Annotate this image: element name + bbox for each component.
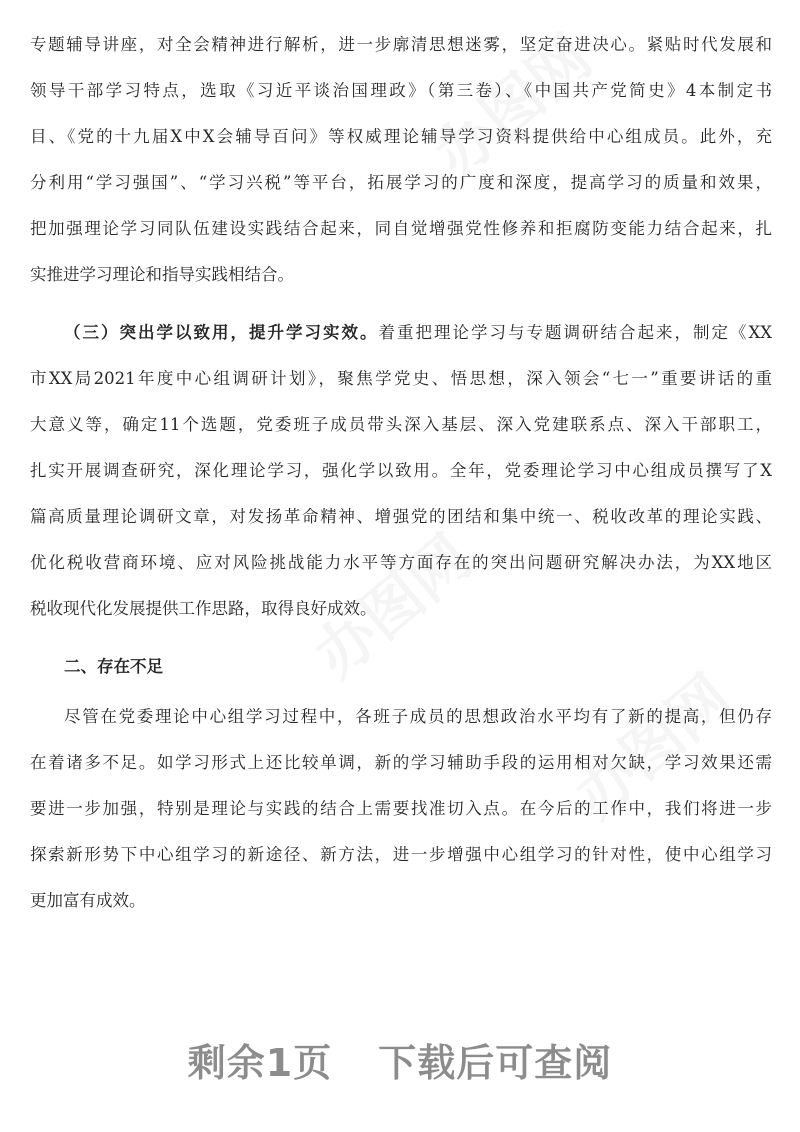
text-line: 优化税收营商环境、应对风险挑战能力水平等方面存在的突出问题研究解决办法，为XX地区 — [30, 553, 772, 572]
cut-off-line — [30, 0, 772, 8]
text-line: 尽管在党委理论中心组学习过程中，各班子成员的思想政治水平均有了新的提高，但仍存 — [64, 707, 772, 726]
text-line: 市XX局2021年度中心组调研计划》，聚焦学党史、悟思想，深入领会“七一”重要讲话的重 — [30, 369, 772, 388]
text-line: 探索新形势下中心组学习的新途径、新方法，进一步增强中心组学习的针对性，使中心组学习 — [30, 845, 772, 864]
subsection-title: （三）突出学以致用，提升学习实效。 — [64, 323, 379, 342]
text-line: 领导干部学习特点，选取《习近平谈治国理政》（第三卷）、《中国共产党简史》4本制定书 — [30, 81, 772, 100]
text-line: 目、《党的十九届X中X会辅导百问》等权威理论辅导学习资料提供给中心组成员。此外，充 — [30, 127, 772, 146]
text-line: 大意义等，确定11个选题，党委班子成员带头深入基层、深入党建联系点、深入干部职工， — [30, 415, 772, 434]
text-line: 要进一步加强，特别是理论与实践的结合上需要找准切入点。在今后的工作中，我们将进一步 — [30, 799, 772, 818]
watermark: 办图网 — [561, 662, 745, 832]
text-line: 把加强理论学习同队伍建设实践结合起来，同自觉增强党性修养和拒腐防变能力结合起来，扎 — [30, 219, 772, 238]
watermark: 办图网 — [421, 22, 605, 192]
watermark: 办图网 — [301, 522, 485, 692]
text-line: 篇高质量理论调研文章，对发扬革命精神、增强党的团结和集中统一、税收改革的理论实践、 — [30, 507, 772, 526]
text-line: 税收现代化发展提供工作思路，取得良好成效。 — [30, 599, 377, 618]
text-run: 着重把理论学习与专题调研结合起来，制定《XX — [378, 323, 772, 342]
text-line — [30, 318, 772, 348]
text-line: 实推进学习理论和指导实践相结合。 — [30, 265, 294, 284]
text-line: 专题辅导讲座，对全会精神进行解析，进一步廓清思想迷雾，坚定奋进决心。紧贴时代发展和 — [30, 35, 772, 54]
text-line: 扎实开展调查研究，深化理论学习，强化学以致用。全年，党委理论学习中心组成员撰写了X — [30, 461, 772, 480]
download-prompt-banner[interactable] — [0, 1032, 800, 1087]
download-to-read-label: 下载后可查阅 — [378, 1041, 613, 1085]
remaining-pages-label: 剩余1页 — [187, 1041, 333, 1085]
text-line: 更加富有成效。 — [30, 891, 146, 910]
section-heading: 二、存在不足 — [64, 657, 163, 676]
text-line: 在着诸多不足。如学习形式上还比较单调，新的学习辅助手段的运用相对欠缺，学习效果还需 — [30, 753, 772, 772]
text-line: 分利用“学习强国”、“学习兴税”等平台，拓展学习的广度和深度，提高学习的质量和效果， — [30, 173, 772, 192]
